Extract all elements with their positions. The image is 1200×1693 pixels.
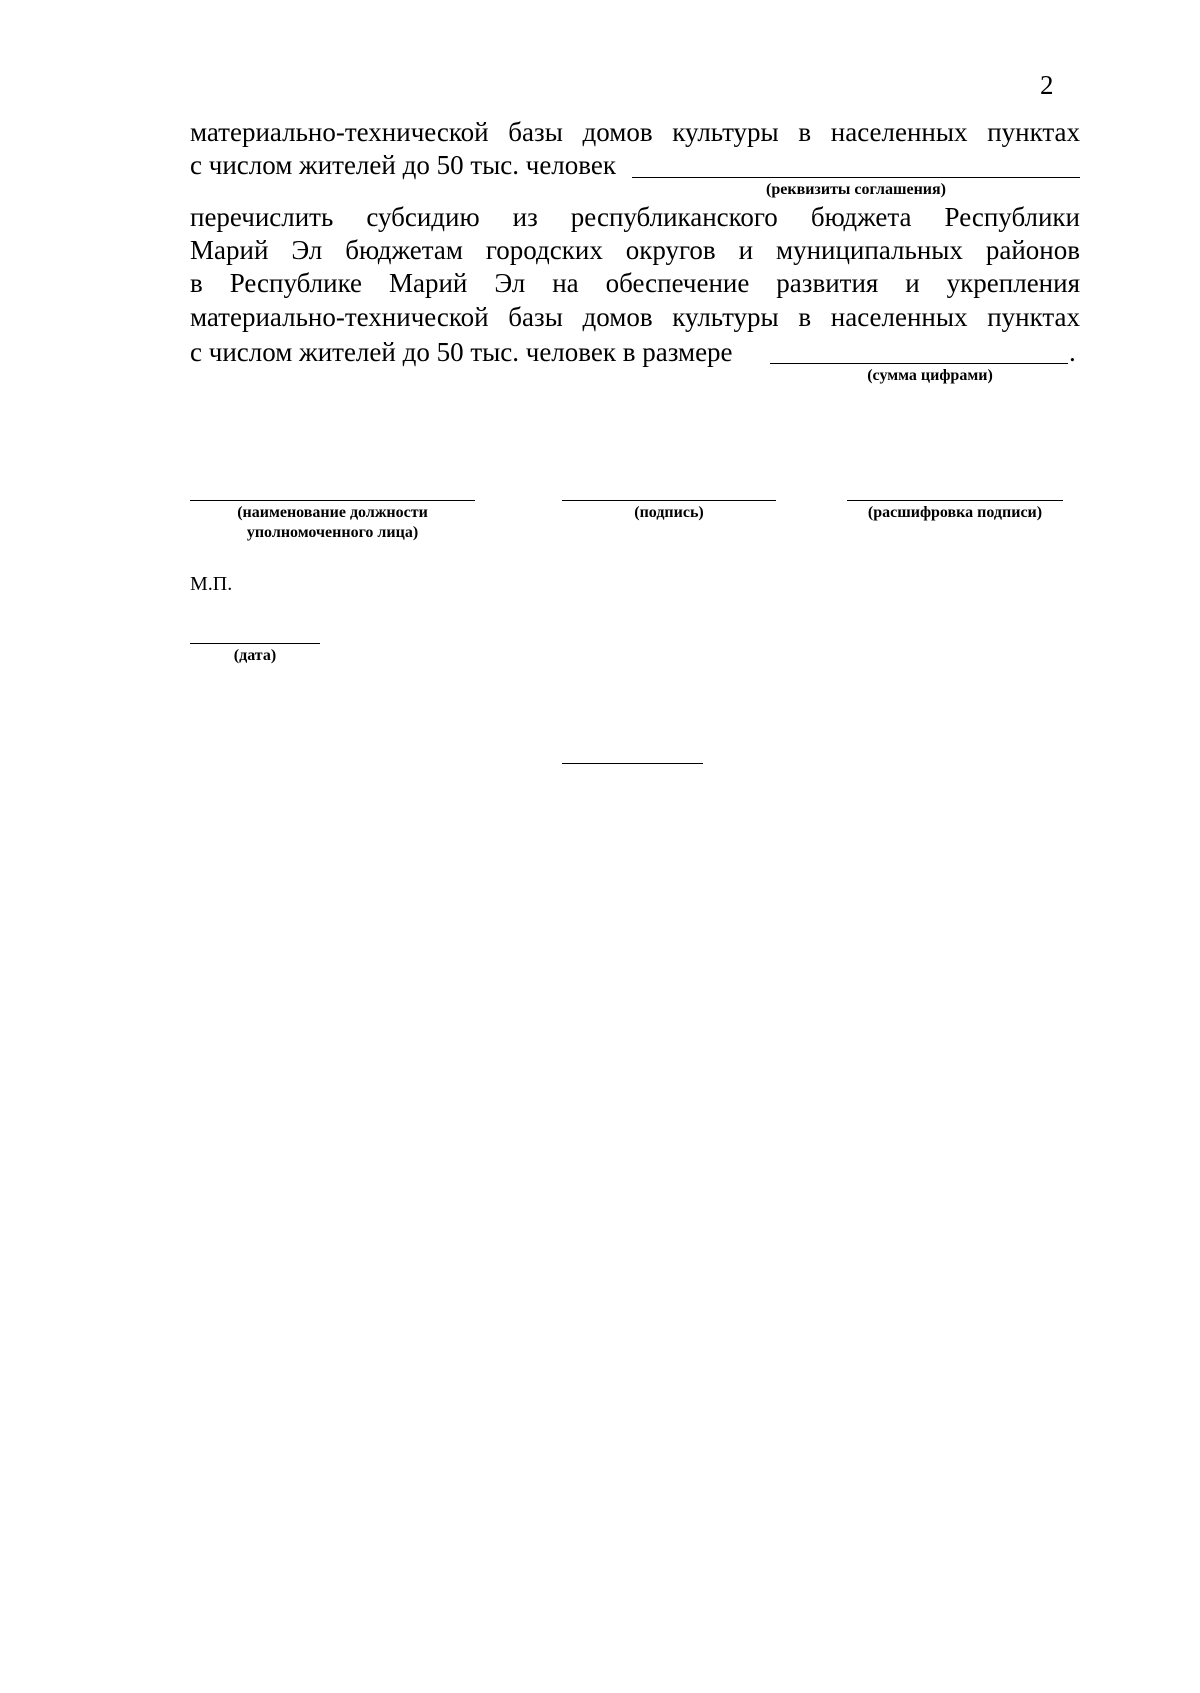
sum-blank-line <box>770 363 1068 364</box>
position-caption <box>190 503 475 543</box>
position-caption-line-1: (наименование должности <box>237 504 428 521</box>
decoding-caption: (расшифровка подписи) <box>867 504 1043 521</box>
body-line-2: Марий Эл бюджетам городских округов и муниципальных районов <box>190 235 1080 265</box>
body-line-3: в Республике Марий Эл на обеспечение развития и укрепления <box>190 268 1080 298</box>
intro-line-2: с числом жителей до 50 тыс. человек <box>190 150 616 180</box>
intro-line-1: материально-технической базы домов культуры в населенных пунктах <box>190 117 1080 147</box>
date-blank-line <box>190 643 320 644</box>
agreement-caption: (реквизиты соглашения) <box>766 181 946 198</box>
page-number: 2 <box>1040 70 1054 100</box>
agreement-blank-line <box>632 177 1080 178</box>
sum-caption: (сумма цифрами) <box>867 367 993 384</box>
position-caption-line-2: уполномоченного лица) <box>246 524 419 541</box>
signature-blank-line <box>562 500 776 501</box>
decoding-blank-line <box>847 500 1063 501</box>
end-mark: . <box>1069 337 1076 367</box>
stamp-label: М.П. <box>190 573 233 595</box>
date-caption: (дата) <box>233 647 277 664</box>
closing-separator-line <box>562 763 703 764</box>
body-line-4: материально-технической базы домов культуры в населенных пунктах <box>190 302 1080 332</box>
position-blank-line <box>190 500 475 501</box>
body-line-1: перечислить субсидию из республиканского бюджета Республики <box>190 202 1080 232</box>
signature-caption: (подпись) <box>634 504 704 521</box>
body-line-5: с числом жителей до 50 тыс. человек в размере <box>190 337 733 367</box>
